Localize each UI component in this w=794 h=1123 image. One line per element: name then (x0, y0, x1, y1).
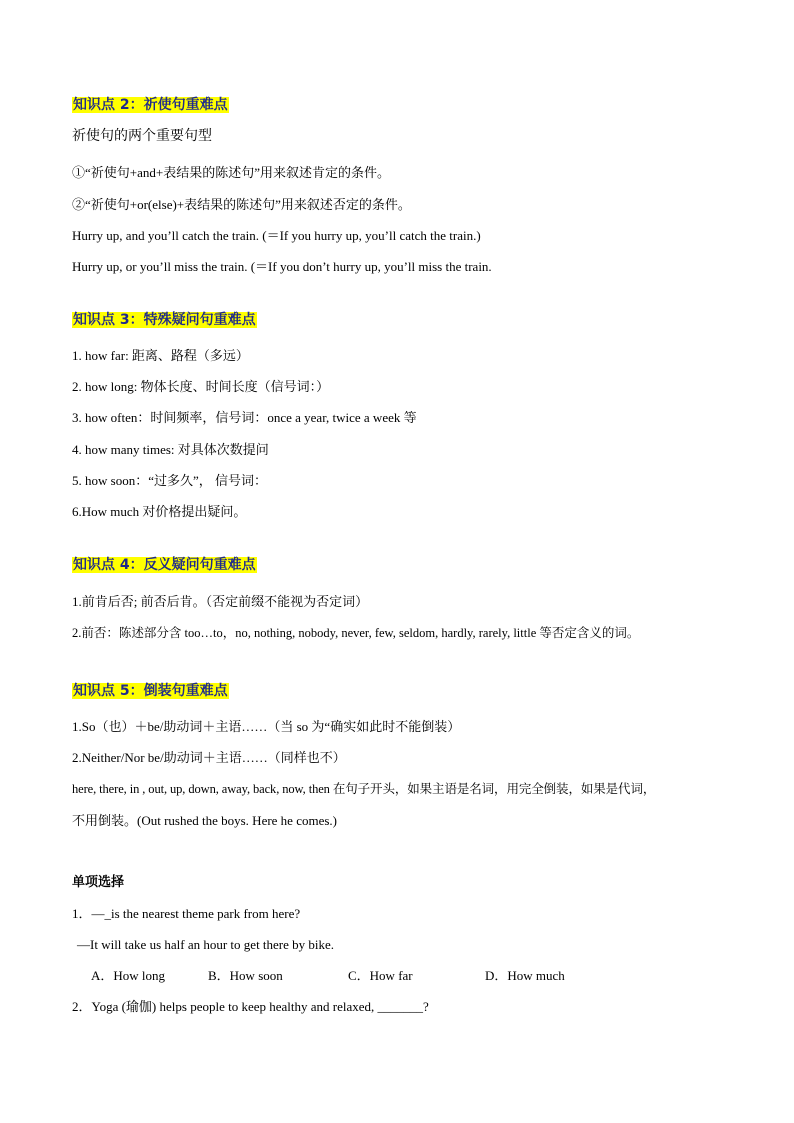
question-2: 2．Yoga (瑜伽) helps people to keep healthy and relaxed, _______? (72, 999, 429, 1014)
option-d[interactable]: D．How much (485, 968, 565, 983)
section-5-line-4: 不用倒装。(Out rushed the boys. Here he comes.) (72, 813, 337, 828)
section-2-line-1: ①“祈使句+and+表结果的陈述句”用来叙述肯定的条件。 (72, 165, 390, 180)
option-c[interactable]: C．How far (348, 968, 413, 983)
section-5-heading: 知识点 5：倒装句重难点 (73, 683, 228, 699)
section-3-heading: 知识点 3：特殊疑问句重难点 (73, 312, 256, 328)
section-4-heading-row (72, 556, 257, 574)
section-2-line-3: Hurry up, and you’ll catch the train. (＝If you hurry up, you’ll catch the train.) (72, 228, 481, 243)
question-1: 1．—_is the nearest theme park from here? (72, 906, 301, 921)
section-5-heading-row (72, 682, 229, 700)
section-3-line-4: 4. how many times: 对具体次数提问 (72, 442, 269, 457)
section-2-line-2: ②“祈使句+or(else)+表结果的陈述句”用来叙述否定的条件。 (72, 197, 411, 212)
section-5-line-2: 2.Neither/Nor be/助动词＋主语……（同样也不） (72, 750, 346, 765)
section-3-line-3: 3. how often：时间频率，信号词：once a year, twice a week 等 (72, 410, 417, 425)
question-1-options (91, 967, 565, 985)
section-5-line-1: 1.So（也）＋be/助动词＋主语……（当 so 为“确实如此时不能倒装） (72, 719, 461, 734)
section-2-heading: 知识点 2：祈使句重难点 (73, 97, 228, 113)
section-5-line-3: here, there, in , out, up, down, away, back, now, then 在句子开头，如果主语是名词，用完全倒装，如果是代词， (72, 782, 656, 796)
section-3-line-6: 6.How much 对价格提出疑问。 (72, 504, 247, 519)
section-3-line-5: 5. how soon：“过多久”， 信号词： (72, 473, 267, 488)
option-a[interactable]: A．How long (91, 968, 166, 983)
section-3-heading-row (72, 311, 257, 329)
section-2-heading-row (72, 96, 229, 114)
section-4-heading: 知识点 4：反义疑问句重难点 (73, 557, 256, 573)
section-2-line-4: Hurry up, or you’ll miss the train. (＝If you don’t hurry up, you’ll miss the train. (72, 259, 492, 274)
section-4-line-2: 2.前否：陈述部分含 too…to，no, nothing, nobody, never, few, seldom, hardly, rarely, little 等否定含义的词。 (72, 626, 640, 640)
section-4-line-1: 1.前肯后否; 前否后肯。（否定前缀不能视为否定词） (72, 594, 369, 609)
section-2-subtitle: 祈使句的两个重要句型 (72, 128, 212, 144)
option-b[interactable]: B．How soon (208, 968, 283, 983)
exercise-label: 单项选择 (72, 875, 125, 890)
question-1-answer: —It will take us half an hour to get there by bike. (77, 937, 335, 952)
section-3-line-1: 1. how far: 距离、路程（多远） (72, 348, 249, 363)
section-3-line-2: 2. how long: 物体长度、时间长度（信号词：） (72, 379, 330, 394)
